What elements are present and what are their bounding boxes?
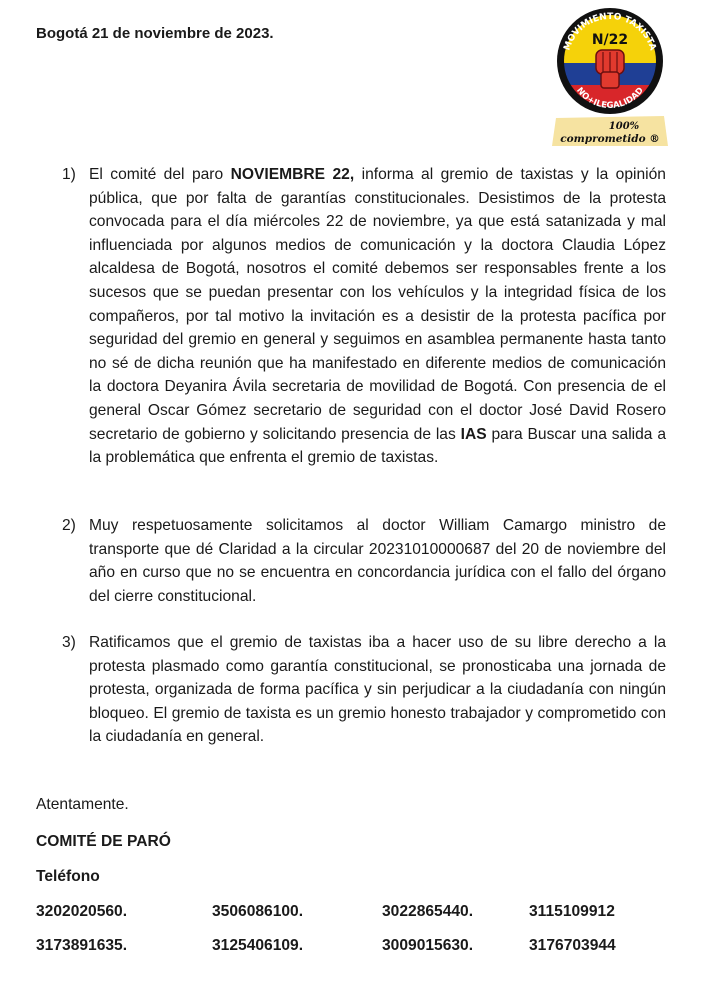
- movement-logo: [546, 6, 674, 146]
- phone-number: 3176703944: [529, 937, 616, 954]
- phone-number: 3009015630.: [382, 937, 474, 954]
- paragraph-number: 2): [62, 517, 76, 534]
- phone-number: 3125406109.: [212, 937, 304, 954]
- logo-arc-bottom-text: NO+ILEGALIDAD: [574, 85, 646, 112]
- paragraph-2: [62, 514, 666, 608]
- paragraph-3: [62, 631, 666, 749]
- paragraph-body: [89, 631, 666, 749]
- text-run: Muy respetuosamente solicitamos al doctor William Camargo ministro de transporte que dé Claridad a la circular 20231010000687 del 20 de noviembre del año en curso que no se encuentra en concordancia jurídica con el fallo del órgano del cierre constitucional.: [89, 517, 666, 605]
- paragraph-number: 3): [62, 634, 76, 651]
- logo-emblem: [546, 6, 674, 146]
- paragraph-body: [89, 514, 666, 608]
- phone-row: [36, 903, 676, 937]
- logo-badge-text: N/22: [591, 32, 629, 48]
- phone-number: 3506086100.: [212, 903, 304, 920]
- logo-tagline-percent: 100%: [608, 121, 640, 132]
- phone-row: [36, 937, 676, 971]
- bold-text: NOVIEMBRE 22,: [230, 166, 355, 183]
- committee-signature: COMITÉ DE PARÓ: [36, 833, 171, 850]
- text-run: Ratificamos que el gremio de taxistas iba a hacer uso de su libre derecho a la protesta plasmado como garantía constitucional, se pronosticaba una jornada de protesta, organizada de forma pacífica y sin perjudicar a la ciudadanía con ningún bloqueo. El gremio de taxista es un gremio honesto trabajador y comprometido con la ciudadanía en general.: [89, 634, 666, 746]
- phone-list: [36, 903, 676, 971]
- logo-arc-top-text: MOVIMIENTO TAXISTA: [562, 11, 658, 52]
- letter-date: Bogotá 21 de noviembre de 2023.: [36, 25, 274, 42]
- phone-number: 3173891635.: [36, 937, 128, 954]
- closing-salutation: Atentamente.: [36, 796, 129, 813]
- logo-tagline: comprometido ®: [560, 133, 660, 145]
- phone-number: 3022865440.: [382, 903, 474, 920]
- bold-text: IAS: [460, 425, 487, 443]
- phone-number: 3115109912: [529, 903, 615, 920]
- text-run: informa al gremio de taxistas y la opinión pública, que por falta de garantías constitucionales. Desistimos de la protesta convocada para el día miércoles 22 de noviembre, ya que está satanizada y mal influenciada por algunos medios de comunicación y la doctora Claudia López alcaldesa de Bogotá, nosotros el comité debemos ser responsables frente a los sucesos que se puedan presentar con los vehículos y la integridad física de los compañeros, por tal motivo la invitación es a desistir de la protesta pacífica por seguridad del gremio en general y seguimos en asamblea permanente hasta tanto no sé de dicha reunión que ha manifestado en diferente medios de comunicación la doctora Deyanira Ávila secretaria de movilidad de Bogotá. Con presencia de el general Oscar Gómez secretario de seguridad con el doctor José David Rosero secretario de gobierno y solicitando presencia de las: [89, 166, 666, 443]
- text-run: El comité del paro: [89, 166, 231, 183]
- paragraph-number: 1): [62, 166, 76, 183]
- phone-number: 3202020560.: [36, 903, 128, 920]
- phone-label: Teléfono: [36, 868, 100, 885]
- paragraph-1: [62, 163, 666, 470]
- text-run: para Buscar una salida a la problemática que enfrenta el gremio de taxistas.: [89, 425, 666, 467]
- paragraph-body: [89, 163, 666, 470]
